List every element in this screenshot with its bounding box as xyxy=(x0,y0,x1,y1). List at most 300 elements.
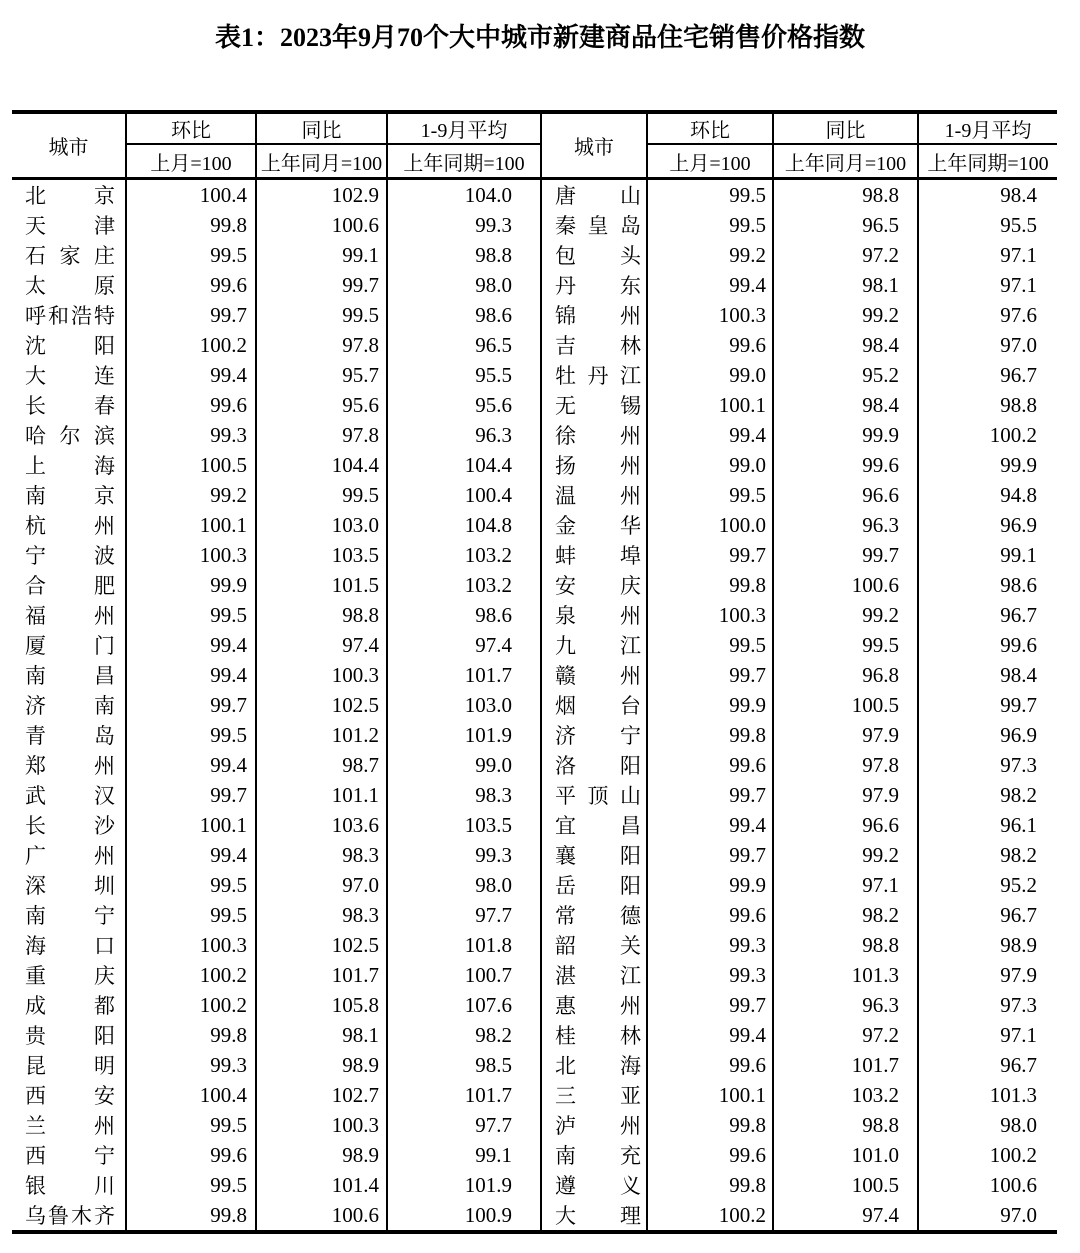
avg-value-cell: 98.2 xyxy=(387,1020,541,1050)
avg-value-cell: 98.2 xyxy=(1000,842,1037,867)
yoy-base-right: 上年同月=100 xyxy=(773,144,918,179)
city-cell xyxy=(12,270,126,300)
mom-value-cell: 100.2 xyxy=(126,960,256,990)
city-name-char: 三 xyxy=(555,1084,576,1108)
city-name xyxy=(25,1110,115,1140)
yoy-header-right: 同比 xyxy=(773,112,918,144)
table-body xyxy=(12,179,1057,1233)
mom-value-cell: 99.4 xyxy=(647,810,773,840)
yoy-value-cell: 100.3 xyxy=(256,660,387,690)
city-name-char: 家 xyxy=(59,244,81,268)
city-cell xyxy=(541,990,647,1020)
city-name-char: 头 xyxy=(620,244,641,268)
mom-value-cell: 99.6 xyxy=(126,270,256,300)
city-name-char: 韶 xyxy=(555,934,576,958)
mom-value-cell: 99.4 xyxy=(126,840,256,870)
yoy-value-cell: 99.9 xyxy=(773,420,918,450)
table-row xyxy=(12,270,1057,300)
city-cell xyxy=(12,660,126,690)
city-column-header-left: 城市 xyxy=(12,112,126,179)
city-cell xyxy=(12,900,126,930)
avg-value-cell: 96.3 xyxy=(387,420,541,450)
city-name-char: 阳 xyxy=(94,1024,115,1048)
city-name-char: 滨 xyxy=(94,424,115,448)
yoy-value-cell: 98.8 xyxy=(773,179,918,211)
city-name-char: 泉 xyxy=(555,604,576,628)
mom-value-cell: 99.4 xyxy=(126,660,256,690)
city-cell xyxy=(12,780,126,810)
yoy-value-cell: 97.8 xyxy=(256,330,387,360)
avg-value-cell: 104.8 xyxy=(387,510,541,540)
mom-value-cell: 99.5 xyxy=(126,240,256,270)
city-cell xyxy=(541,600,647,630)
avg-value-cell: 95.5 xyxy=(387,360,541,390)
city-name xyxy=(25,300,115,330)
avg-value-cell: 98.9 xyxy=(1000,932,1037,957)
avg-value-cell: 99.9 xyxy=(1000,452,1037,477)
table-row xyxy=(12,210,1057,240)
avg-header-right: 1-9月平均 xyxy=(918,112,1057,144)
city-name xyxy=(555,690,641,720)
city-name-char: 西 xyxy=(25,1084,46,1108)
city-name xyxy=(25,1170,115,1200)
avg-value-cell: 104.4 xyxy=(387,450,541,480)
city-cell xyxy=(541,510,647,540)
city-name-char: 武 xyxy=(25,784,46,808)
city-name-char: 原 xyxy=(94,274,115,298)
city-name-char: 牡 xyxy=(555,364,576,388)
avg-value-cell: 103.5 xyxy=(387,810,541,840)
city-name xyxy=(555,1080,641,1110)
city-name xyxy=(25,480,115,510)
table-row xyxy=(12,360,1057,390)
city-name xyxy=(555,420,641,450)
city-cell xyxy=(12,1110,126,1140)
mom-value-cell: 99.6 xyxy=(647,330,773,360)
mom-value-cell: 99.7 xyxy=(647,660,773,690)
table-row xyxy=(12,810,1057,840)
mom-value-cell: 99.7 xyxy=(126,780,256,810)
city-cell xyxy=(12,179,126,211)
city-cell xyxy=(12,630,126,660)
yoy-value-cell: 97.8 xyxy=(773,750,918,780)
city-name xyxy=(25,570,115,600)
city-name xyxy=(25,660,115,690)
mom-value-cell: 99.4 xyxy=(126,360,256,390)
city-cell xyxy=(12,1140,126,1170)
city-cell xyxy=(12,450,126,480)
avg-value-cell: 103.0 xyxy=(387,690,541,720)
city-name xyxy=(555,270,641,300)
city-name-char: 上 xyxy=(25,454,46,478)
city-name-char: 海 xyxy=(25,934,46,958)
city-name-char: 阳 xyxy=(94,334,115,358)
mom-value-cell: 99.8 xyxy=(126,1200,256,1232)
yoy-value-cell: 98.4 xyxy=(773,330,918,360)
mom-value-cell: 99.3 xyxy=(647,960,773,990)
city-name xyxy=(25,930,115,960)
city-name-char: 天 xyxy=(25,214,46,238)
city-cell xyxy=(541,1050,647,1080)
city-cell xyxy=(541,1140,647,1170)
avg-value-cell: 100.2 xyxy=(989,1142,1037,1167)
city-name-char: 圳 xyxy=(94,874,115,898)
city-name-char: 和 xyxy=(48,304,69,328)
city-cell xyxy=(12,1080,126,1110)
avg-value-cell: 96.9 xyxy=(1000,722,1037,747)
avg-value-cell: 101.9 xyxy=(387,1170,541,1200)
city-name-char: 南 xyxy=(25,484,46,508)
avg-value-cell: 97.1 xyxy=(1000,272,1037,297)
avg-value-cell: 98.0 xyxy=(1000,1112,1037,1137)
mom-value-cell: 99.7 xyxy=(647,990,773,1020)
yoy-value-cell: 100.6 xyxy=(256,210,387,240)
yoy-value-cell: 96.8 xyxy=(773,660,918,690)
yoy-value-cell: 100.5 xyxy=(773,1170,918,1200)
city-name xyxy=(555,390,641,420)
avg-value-cell: 97.3 xyxy=(1000,992,1037,1017)
yoy-value-cell: 100.3 xyxy=(256,1110,387,1140)
city-name xyxy=(25,810,115,840)
city-cell xyxy=(541,1200,647,1232)
yoy-value-cell: 101.0 xyxy=(773,1140,918,1170)
avg-value-cell: 96.7 xyxy=(1000,902,1037,927)
mom-base-left: 上月=100 xyxy=(126,144,256,179)
city-name-char: 厦 xyxy=(25,634,46,658)
yoy-value-cell: 98.9 xyxy=(256,1140,387,1170)
yoy-value-cell: 97.1 xyxy=(773,870,918,900)
avg-value-cell: 99.3 xyxy=(387,840,541,870)
city-name-char: 重 xyxy=(25,964,46,988)
city-cell xyxy=(12,750,126,780)
city-name-char: 广 xyxy=(25,844,46,868)
city-name-char: 银 xyxy=(25,1174,46,1198)
city-cell xyxy=(541,240,647,270)
city-name-char: 成 xyxy=(25,994,46,1018)
city-name-char: 阳 xyxy=(620,874,641,898)
mom-base-right: 上月=100 xyxy=(647,144,773,179)
city-name-char: 洛 xyxy=(555,754,576,778)
city-name-char: 桂 xyxy=(555,1024,576,1048)
city-name-char: 安 xyxy=(94,1084,115,1108)
city-name-char: 州 xyxy=(620,604,641,628)
city-name xyxy=(555,1110,641,1140)
mom-value-cell: 99.6 xyxy=(647,1140,773,1170)
city-name-char: 江 xyxy=(620,634,641,658)
city-name-char: 江 xyxy=(620,964,641,988)
city-name xyxy=(555,360,641,390)
city-name-char: 南 xyxy=(555,1144,576,1168)
city-cell xyxy=(12,240,126,270)
yoy-value-cell: 103.6 xyxy=(256,810,387,840)
yoy-value-cell: 97.8 xyxy=(256,420,387,450)
mom-value-cell: 99.7 xyxy=(647,540,773,570)
avg-value-cell: 95.6 xyxy=(387,390,541,420)
city-name-char: 赣 xyxy=(555,664,576,688)
avg-value-cell: 97.7 xyxy=(387,1110,541,1140)
city-cell xyxy=(12,840,126,870)
city-name xyxy=(25,510,115,540)
city-cell xyxy=(541,630,647,660)
avg-value-cell: 98.0 xyxy=(387,870,541,900)
city-name xyxy=(25,630,115,660)
city-cell xyxy=(541,300,647,330)
city-name xyxy=(555,330,641,360)
mom-value-cell: 99.7 xyxy=(647,780,773,810)
city-name-char: 州 xyxy=(94,844,115,868)
city-name-char: 口 xyxy=(94,934,115,958)
table-row xyxy=(12,690,1057,720)
city-name xyxy=(25,690,115,720)
city-name xyxy=(555,450,641,480)
yoy-value-cell: 100.6 xyxy=(773,570,918,600)
table-row xyxy=(12,1020,1057,1050)
avg-value-cell: 97.7 xyxy=(387,900,541,930)
city-name xyxy=(25,600,115,630)
city-name xyxy=(555,870,641,900)
city-name-char: 州 xyxy=(620,484,641,508)
yoy-value-cell: 99.2 xyxy=(773,300,918,330)
city-name-char: 州 xyxy=(94,754,115,778)
yoy-value-cell: 98.4 xyxy=(773,390,918,420)
avg-value-cell: 100.9 xyxy=(387,1200,541,1232)
city-name-char: 齐 xyxy=(94,1204,115,1228)
city-name-char: 济 xyxy=(555,724,576,748)
table-row xyxy=(12,870,1057,900)
city-cell xyxy=(12,720,126,750)
yoy-value-cell: 102.5 xyxy=(256,930,387,960)
city-name-char: 州 xyxy=(620,664,641,688)
avg-value-cell: 100.6 xyxy=(989,1172,1037,1197)
avg-value-cell: 98.8 xyxy=(387,240,541,270)
city-cell xyxy=(541,750,647,780)
avg-base-left: 上年同期=100 xyxy=(387,144,541,179)
city-name-char: 烟 xyxy=(555,694,576,718)
mom-value-cell: 99.6 xyxy=(126,390,256,420)
city-name xyxy=(555,240,641,270)
city-name-char: 埠 xyxy=(620,544,641,568)
avg-value-cell: 96.5 xyxy=(387,330,541,360)
yoy-value-cell: 102.5 xyxy=(256,690,387,720)
mom-value-cell: 100.3 xyxy=(647,300,773,330)
yoy-value-cell: 99.7 xyxy=(256,270,387,300)
city-name-char: 庆 xyxy=(620,574,641,598)
city-name-char: 京 xyxy=(94,484,115,508)
mom-value-cell: 99.5 xyxy=(647,210,773,240)
city-name-char: 尔 xyxy=(59,424,81,448)
city-name-char: 平 xyxy=(555,784,576,808)
city-name xyxy=(555,750,641,780)
avg-value-cell: 100.7 xyxy=(387,960,541,990)
yoy-value-cell: 101.4 xyxy=(256,1170,387,1200)
city-name-char: 南 xyxy=(25,904,46,928)
city-name-char: 州 xyxy=(94,1114,115,1138)
mom-value-cell: 99.9 xyxy=(126,570,256,600)
avg-value-cell: 98.2 xyxy=(1000,782,1037,807)
yoy-value-cell: 97.4 xyxy=(773,1200,918,1232)
city-name-char: 昌 xyxy=(94,664,115,688)
city-name-char: 阳 xyxy=(620,844,641,868)
table-row xyxy=(12,1200,1057,1232)
city-name-char: 遵 xyxy=(555,1174,576,1198)
city-name-char: 州 xyxy=(620,454,641,478)
city-cell xyxy=(12,540,126,570)
city-cell xyxy=(12,1200,126,1232)
city-name-char: 呼 xyxy=(25,304,46,328)
city-cell xyxy=(541,420,647,450)
yoy-value-cell: 103.2 xyxy=(773,1080,918,1110)
city-name-char: 大 xyxy=(555,1204,576,1228)
city-name xyxy=(555,210,641,240)
city-name xyxy=(25,720,115,750)
mom-value-cell: 99.6 xyxy=(647,900,773,930)
city-name xyxy=(555,840,641,870)
document-page xyxy=(0,20,1080,1234)
mom-value-cell: 99.5 xyxy=(647,179,773,211)
table-row xyxy=(12,420,1057,450)
city-cell xyxy=(541,840,647,870)
city-name-char: 北 xyxy=(555,1054,576,1078)
avg-value-cell: 95.2 xyxy=(1000,872,1037,897)
mom-value-cell: 99.3 xyxy=(647,930,773,960)
yoy-value-cell: 101.1 xyxy=(256,780,387,810)
city-name-char: 林 xyxy=(620,334,641,358)
mom-value-cell: 99.6 xyxy=(647,750,773,780)
avg-value-cell: 97.3 xyxy=(1000,752,1037,777)
yoy-value-cell: 95.2 xyxy=(773,360,918,390)
avg-value-cell: 101.8 xyxy=(387,930,541,960)
yoy-value-cell: 99.1 xyxy=(256,240,387,270)
city-name-char: 关 xyxy=(620,934,641,958)
table-row xyxy=(12,510,1057,540)
yoy-value-cell: 101.7 xyxy=(256,960,387,990)
yoy-value-cell: 98.3 xyxy=(256,840,387,870)
city-name-char: 锡 xyxy=(620,394,641,418)
table-row xyxy=(12,990,1057,1020)
city-name xyxy=(25,840,115,870)
avg-value-cell: 99.0 xyxy=(387,750,541,780)
yoy-value-cell: 98.1 xyxy=(773,270,918,300)
city-cell xyxy=(12,960,126,990)
mom-value-cell: 100.3 xyxy=(647,600,773,630)
table-row xyxy=(12,450,1057,480)
table-row xyxy=(12,780,1057,810)
city-name xyxy=(555,480,641,510)
yoy-value-cell: 97.2 xyxy=(773,240,918,270)
city-name-char: 太 xyxy=(25,274,46,298)
yoy-value-cell: 98.1 xyxy=(256,1020,387,1050)
city-name xyxy=(25,240,115,270)
mom-value-cell: 100.1 xyxy=(647,1080,773,1110)
mom-value-cell: 100.2 xyxy=(126,330,256,360)
city-cell xyxy=(541,660,647,690)
avg-value-cell: 101.7 xyxy=(387,1080,541,1110)
table-row xyxy=(12,1170,1057,1200)
header-row-bases xyxy=(12,144,1057,179)
city-name-char: 青 xyxy=(25,724,46,748)
city-cell xyxy=(12,930,126,960)
city-name xyxy=(555,930,641,960)
city-name xyxy=(25,210,115,240)
mom-value-cell: 99.3 xyxy=(126,420,256,450)
city-name xyxy=(555,960,641,990)
mom-value-cell: 99.4 xyxy=(647,420,773,450)
city-name xyxy=(555,900,641,930)
table-row xyxy=(12,900,1057,930)
city-cell xyxy=(12,360,126,390)
city-name-char: 充 xyxy=(620,1144,641,1168)
mom-value-cell: 99.2 xyxy=(647,240,773,270)
avg-value-cell: 98.8 xyxy=(1000,392,1037,417)
city-name-char: 九 xyxy=(555,634,576,658)
mom-header-right: 环比 xyxy=(647,112,773,144)
mom-value-cell: 99.0 xyxy=(647,450,773,480)
city-name-char: 蚌 xyxy=(555,544,576,568)
city-name xyxy=(555,510,641,540)
city-cell xyxy=(541,390,647,420)
mom-value-cell: 99.3 xyxy=(126,1050,256,1080)
city-cell xyxy=(12,1170,126,1200)
city-name xyxy=(25,1050,115,1080)
city-name xyxy=(555,1140,641,1170)
avg-value-cell: 99.6 xyxy=(1000,632,1037,657)
mom-value-cell: 100.1 xyxy=(126,810,256,840)
yoy-value-cell: 95.7 xyxy=(256,360,387,390)
mom-value-cell: 99.7 xyxy=(126,690,256,720)
city-name-char: 昆 xyxy=(25,1054,46,1078)
yoy-value-cell: 98.7 xyxy=(256,750,387,780)
avg-value-cell: 99.3 xyxy=(387,210,541,240)
city-name-char: 石 xyxy=(25,244,46,268)
yoy-value-cell: 101.5 xyxy=(256,570,387,600)
city-cell xyxy=(541,540,647,570)
mom-value-cell: 100.2 xyxy=(647,1200,773,1232)
mom-value-cell: 100.4 xyxy=(126,1080,256,1110)
mom-value-cell: 100.2 xyxy=(126,990,256,1020)
city-name xyxy=(25,870,115,900)
city-name-char: 德 xyxy=(620,904,641,928)
avg-value-cell: 99.1 xyxy=(387,1140,541,1170)
header-row-groups xyxy=(12,112,1057,144)
avg-value-cell: 104.0 xyxy=(387,179,541,211)
city-name-char: 阳 xyxy=(620,754,641,778)
mom-value-cell: 99.5 xyxy=(126,870,256,900)
city-cell xyxy=(12,810,126,840)
city-name xyxy=(25,390,115,420)
table-row xyxy=(12,540,1057,570)
yoy-value-cell: 96.5 xyxy=(773,210,918,240)
city-name xyxy=(25,330,115,360)
city-name xyxy=(25,360,115,390)
city-name-char: 庄 xyxy=(94,244,115,268)
city-name xyxy=(25,750,115,780)
city-name-char: 岛 xyxy=(620,214,641,238)
yoy-value-cell: 98.8 xyxy=(773,930,918,960)
table-header xyxy=(12,112,1057,179)
city-name-char: 宜 xyxy=(555,814,576,838)
avg-value-cell: 97.0 xyxy=(1000,1202,1037,1227)
yoy-value-cell: 98.9 xyxy=(256,1050,387,1080)
yoy-base-left: 上年同月=100 xyxy=(256,144,387,179)
yoy-value-cell: 97.2 xyxy=(773,1020,918,1050)
city-name-char: 深 xyxy=(25,874,46,898)
city-cell xyxy=(12,570,126,600)
table-row xyxy=(12,720,1057,750)
avg-value-cell: 97.6 xyxy=(1000,302,1037,327)
city-name xyxy=(555,180,641,210)
city-name-char: 鲁 xyxy=(48,1204,69,1228)
city-cell xyxy=(12,990,126,1020)
